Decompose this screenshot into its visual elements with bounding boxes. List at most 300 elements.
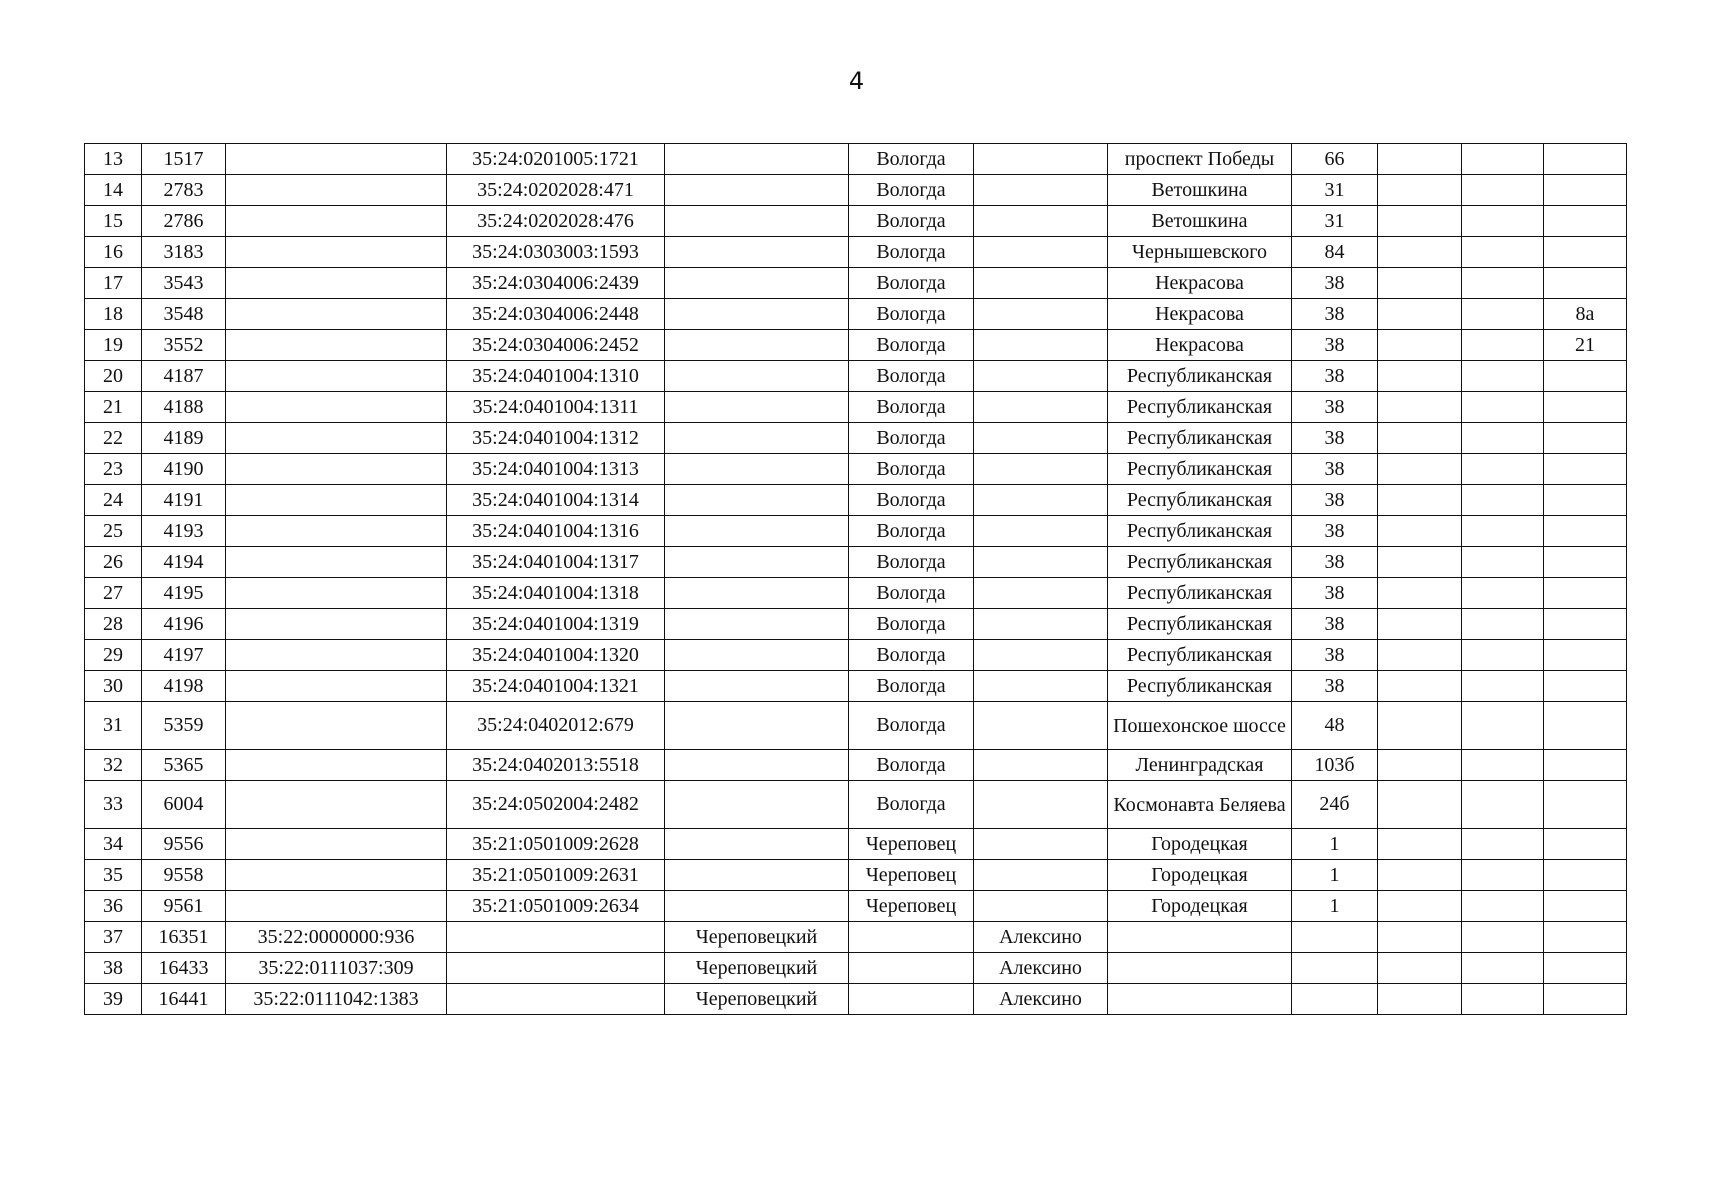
cell-apartment xyxy=(1544,454,1627,485)
cell-settlement xyxy=(974,860,1108,891)
cell-structure xyxy=(1462,750,1544,781)
cell-object-id: 16441 xyxy=(142,984,226,1015)
cell-structure xyxy=(1462,361,1544,392)
cell-apartment xyxy=(1544,361,1627,392)
cell-district xyxy=(665,640,849,671)
cell-district xyxy=(665,750,849,781)
cell-settlement: Алексино xyxy=(974,922,1108,953)
cell-building xyxy=(1378,953,1462,984)
cell-building xyxy=(1378,671,1462,702)
cell-cadastral-number-b: 35:24:0401004:1311 xyxy=(447,392,665,423)
cell-street: Республиканская xyxy=(1108,392,1292,423)
cell-apartment xyxy=(1544,702,1627,750)
cell-house-number: 38 xyxy=(1292,361,1378,392)
cell-cadastral-number-a xyxy=(226,454,447,485)
cell-cadastral-number-b: 35:21:0501009:2634 xyxy=(447,891,665,922)
cell-street: Республиканская xyxy=(1108,516,1292,547)
cell-apartment xyxy=(1544,268,1627,299)
cell-cadastral-number-a xyxy=(226,423,447,454)
cell-cadastral-number-a xyxy=(226,578,447,609)
cell-street: Республиканская xyxy=(1108,578,1292,609)
cell-building xyxy=(1378,547,1462,578)
cell-settlement xyxy=(974,781,1108,829)
cell-house-number: 103б xyxy=(1292,750,1378,781)
cell-city: Вологда xyxy=(849,299,974,330)
cell-street: Городецкая xyxy=(1108,829,1292,860)
cell-city: Вологда xyxy=(849,547,974,578)
cell-cadastral-number-a xyxy=(226,268,447,299)
table-row xyxy=(85,237,1627,268)
cell-row-number: 29 xyxy=(85,640,142,671)
cell-settlement xyxy=(974,609,1108,640)
cell-cadastral-number-b: 35:24:0201005:1721 xyxy=(447,144,665,175)
cell-city: Вологда xyxy=(849,609,974,640)
cell-row-number: 22 xyxy=(85,423,142,454)
cell-building xyxy=(1378,578,1462,609)
cell-house-number: 66 xyxy=(1292,144,1378,175)
cell-city: Вологда xyxy=(849,750,974,781)
cell-cadastral-number-b: 35:24:0401004:1317 xyxy=(447,547,665,578)
cell-city: Череповец xyxy=(849,860,974,891)
cell-apartment xyxy=(1544,206,1627,237)
cell-house-number: 31 xyxy=(1292,175,1378,206)
cell-house-number: 84 xyxy=(1292,237,1378,268)
cell-district xyxy=(665,609,849,640)
cell-city: Вологда xyxy=(849,330,974,361)
cell-city xyxy=(849,922,974,953)
cell-object-id: 3552 xyxy=(142,330,226,361)
cell-building xyxy=(1378,485,1462,516)
cell-cadastral-number-a xyxy=(226,829,447,860)
cell-structure xyxy=(1462,392,1544,423)
cell-city: Вологда xyxy=(849,268,974,299)
cell-cadastral-number-a xyxy=(226,361,447,392)
cell-district xyxy=(665,330,849,361)
cell-city: Вологда xyxy=(849,392,974,423)
cell-house-number: 38 xyxy=(1292,299,1378,330)
cell-row-number: 36 xyxy=(85,891,142,922)
cell-structure xyxy=(1462,206,1544,237)
cell-apartment xyxy=(1544,860,1627,891)
cell-apartment xyxy=(1544,547,1627,578)
cell-row-number: 38 xyxy=(85,953,142,984)
cell-district: Череповецкий xyxy=(665,984,849,1015)
cell-object-id: 4194 xyxy=(142,547,226,578)
cell-cadastral-number-a xyxy=(226,547,447,578)
cell-structure xyxy=(1462,237,1544,268)
cell-cadastral-number-b: 35:24:0401004:1316 xyxy=(447,516,665,547)
cell-apartment xyxy=(1544,392,1627,423)
table-row xyxy=(85,175,1627,206)
cell-street: Пошехонское шоссе xyxy=(1108,702,1292,750)
table-row xyxy=(85,922,1627,953)
table-row xyxy=(85,953,1627,984)
cell-apartment xyxy=(1544,671,1627,702)
cell-building xyxy=(1378,299,1462,330)
cell-district xyxy=(665,237,849,268)
cell-district xyxy=(665,891,849,922)
cell-apartment xyxy=(1544,953,1627,984)
cell-building xyxy=(1378,922,1462,953)
cell-cadastral-number-a: 35:22:0111042:1383 xyxy=(226,984,447,1015)
cell-object-id: 4188 xyxy=(142,392,226,423)
cell-settlement xyxy=(974,547,1108,578)
cell-structure xyxy=(1462,829,1544,860)
cell-settlement xyxy=(974,144,1108,175)
table-row xyxy=(85,392,1627,423)
cell-district xyxy=(665,268,849,299)
cell-settlement xyxy=(974,175,1108,206)
table-row xyxy=(85,423,1627,454)
cell-row-number: 20 xyxy=(85,361,142,392)
cell-row-number: 39 xyxy=(85,984,142,1015)
cell-street xyxy=(1108,984,1292,1015)
cell-city: Вологда xyxy=(849,516,974,547)
cell-street: Республиканская xyxy=(1108,485,1292,516)
cell-house-number: 38 xyxy=(1292,671,1378,702)
table-row xyxy=(85,702,1627,750)
cell-object-id: 4195 xyxy=(142,578,226,609)
table-row xyxy=(85,547,1627,578)
cell-structure xyxy=(1462,299,1544,330)
cell-cadastral-number-b: 35:24:0402013:5518 xyxy=(447,750,665,781)
cell-apartment xyxy=(1544,781,1627,829)
cell-object-id: 9558 xyxy=(142,860,226,891)
cell-house-number: 24б xyxy=(1292,781,1378,829)
cell-object-id: 5359 xyxy=(142,702,226,750)
cell-settlement xyxy=(974,299,1108,330)
cell-district xyxy=(665,547,849,578)
cell-building xyxy=(1378,640,1462,671)
cell-cadastral-number-b: 35:24:0304006:2439 xyxy=(447,268,665,299)
cell-street: Некрасова xyxy=(1108,268,1292,299)
cell-cadastral-number-a xyxy=(226,392,447,423)
cell-cadastral-number-a xyxy=(226,750,447,781)
cell-cadastral-number-b xyxy=(447,984,665,1015)
cell-cadastral-number-b: 35:24:0401004:1310 xyxy=(447,361,665,392)
cell-house-number: 38 xyxy=(1292,578,1378,609)
cell-street: Республиканская xyxy=(1108,640,1292,671)
table-row xyxy=(85,485,1627,516)
table-row xyxy=(85,640,1627,671)
cell-object-id: 4190 xyxy=(142,454,226,485)
table-row xyxy=(85,330,1627,361)
cell-city: Вологда xyxy=(849,206,974,237)
cell-house-number: 38 xyxy=(1292,454,1378,485)
cell-building xyxy=(1378,423,1462,454)
cell-apartment xyxy=(1544,750,1627,781)
cell-building xyxy=(1378,237,1462,268)
cell-cadastral-number-b: 35:24:0303003:1593 xyxy=(447,237,665,268)
cell-city: Вологда xyxy=(849,485,974,516)
cell-cadastral-number-a xyxy=(226,175,447,206)
cell-building xyxy=(1378,829,1462,860)
cell-structure xyxy=(1462,781,1544,829)
cell-cadastral-number-a xyxy=(226,299,447,330)
cell-apartment xyxy=(1544,609,1627,640)
cell-cadastral-number-b: 35:24:0304006:2452 xyxy=(447,330,665,361)
cell-structure xyxy=(1462,984,1544,1015)
cell-street: Чернышевского xyxy=(1108,237,1292,268)
cell-city: Вологда xyxy=(849,671,974,702)
cell-structure xyxy=(1462,547,1544,578)
cell-structure xyxy=(1462,922,1544,953)
cell-object-id: 4187 xyxy=(142,361,226,392)
cell-cadastral-number-b: 35:24:0401004:1319 xyxy=(447,609,665,640)
cell-district xyxy=(665,781,849,829)
cell-apartment xyxy=(1544,922,1627,953)
cell-street: Городецкая xyxy=(1108,891,1292,922)
cell-cadastral-number-a xyxy=(226,860,447,891)
cell-building xyxy=(1378,206,1462,237)
cell-cadastral-number-b: 35:24:0401004:1318 xyxy=(447,578,665,609)
cell-structure xyxy=(1462,578,1544,609)
cell-settlement xyxy=(974,237,1108,268)
cell-city: Вологда xyxy=(849,578,974,609)
table-row xyxy=(85,144,1627,175)
cell-settlement xyxy=(974,361,1108,392)
cell-cadastral-number-a xyxy=(226,485,447,516)
cell-row-number: 15 xyxy=(85,206,142,237)
cell-settlement xyxy=(974,891,1108,922)
cell-apartment xyxy=(1544,175,1627,206)
cell-house-number: 38 xyxy=(1292,485,1378,516)
cell-building xyxy=(1378,984,1462,1015)
cell-row-number: 21 xyxy=(85,392,142,423)
cell-settlement xyxy=(974,578,1108,609)
cell-cadastral-number-a xyxy=(226,144,447,175)
cell-settlement: Алексино xyxy=(974,953,1108,984)
cell-house-number: 38 xyxy=(1292,547,1378,578)
cell-settlement xyxy=(974,829,1108,860)
cell-row-number: 35 xyxy=(85,860,142,891)
cell-apartment xyxy=(1544,485,1627,516)
cell-district xyxy=(665,829,849,860)
cell-apartment xyxy=(1544,516,1627,547)
cell-cadastral-number-a xyxy=(226,516,447,547)
cell-object-id: 4196 xyxy=(142,609,226,640)
cell-street xyxy=(1108,922,1292,953)
table-row xyxy=(85,891,1627,922)
cell-object-id: 4191 xyxy=(142,485,226,516)
cell-building xyxy=(1378,609,1462,640)
cell-street: Республиканская xyxy=(1108,609,1292,640)
cell-apartment xyxy=(1544,423,1627,454)
cell-building xyxy=(1378,891,1462,922)
cell-street: Ветошкина xyxy=(1108,175,1292,206)
cell-city: Вологда xyxy=(849,781,974,829)
cell-building xyxy=(1378,330,1462,361)
cell-street xyxy=(1108,953,1292,984)
cell-city: Вологда xyxy=(849,361,974,392)
cell-cadastral-number-b: 35:24:0401004:1312 xyxy=(447,423,665,454)
cell-building xyxy=(1378,702,1462,750)
cell-cadastral-number-a xyxy=(226,640,447,671)
cell-district xyxy=(665,299,849,330)
cell-street: Республиканская xyxy=(1108,671,1292,702)
table-row xyxy=(85,860,1627,891)
cell-cadastral-number-b xyxy=(447,953,665,984)
cell-row-number: 19 xyxy=(85,330,142,361)
cell-district xyxy=(665,454,849,485)
cell-row-number: 24 xyxy=(85,485,142,516)
cell-object-id: 6004 xyxy=(142,781,226,829)
cell-cadastral-number-b: 35:24:0401004:1321 xyxy=(447,671,665,702)
cell-row-number: 37 xyxy=(85,922,142,953)
cell-settlement xyxy=(974,206,1108,237)
cell-building xyxy=(1378,175,1462,206)
cell-cadastral-number-b xyxy=(447,922,665,953)
cell-street: Некрасова xyxy=(1108,330,1292,361)
cell-cadastral-number-a xyxy=(226,891,447,922)
cell-house-number: 1 xyxy=(1292,829,1378,860)
table-row xyxy=(85,984,1627,1015)
cell-object-id: 3548 xyxy=(142,299,226,330)
cell-street: Некрасова xyxy=(1108,299,1292,330)
cell-apartment: 8а xyxy=(1544,299,1627,330)
cell-settlement xyxy=(974,392,1108,423)
cell-object-id: 16351 xyxy=(142,922,226,953)
cell-structure xyxy=(1462,640,1544,671)
cell-district xyxy=(665,175,849,206)
cell-settlement xyxy=(974,454,1108,485)
cell-house-number xyxy=(1292,984,1378,1015)
cell-row-number: 27 xyxy=(85,578,142,609)
table-row xyxy=(85,750,1627,781)
cell-street: Республиканская xyxy=(1108,547,1292,578)
cell-district: Череповецкий xyxy=(665,922,849,953)
cell-cadastral-number-b: 35:24:0202028:476 xyxy=(447,206,665,237)
cell-structure xyxy=(1462,516,1544,547)
cell-city: Вологда xyxy=(849,640,974,671)
cell-street: Городецкая xyxy=(1108,860,1292,891)
cell-cadastral-number-b: 35:21:0501009:2631 xyxy=(447,860,665,891)
cell-city: Вологда xyxy=(849,144,974,175)
cell-cadastral-number-b: 35:24:0401004:1313 xyxy=(447,454,665,485)
cell-row-number: 13 xyxy=(85,144,142,175)
cell-cadastral-number-b: 35:24:0304006:2448 xyxy=(447,299,665,330)
cell-building xyxy=(1378,454,1462,485)
page-number: 4 xyxy=(848,67,865,95)
cell-cadastral-number-a xyxy=(226,609,447,640)
cell-structure xyxy=(1462,175,1544,206)
cell-city: Череповец xyxy=(849,829,974,860)
cell-structure xyxy=(1462,268,1544,299)
cell-row-number: 31 xyxy=(85,702,142,750)
cell-house-number: 38 xyxy=(1292,609,1378,640)
cell-cadastral-number-a xyxy=(226,671,447,702)
cell-city: Вологда xyxy=(849,423,974,454)
cell-building xyxy=(1378,781,1462,829)
cell-city: Вологда xyxy=(849,237,974,268)
cell-apartment xyxy=(1544,237,1627,268)
table-row xyxy=(85,578,1627,609)
cell-object-id: 4198 xyxy=(142,671,226,702)
cell-house-number: 1 xyxy=(1292,860,1378,891)
cell-row-number: 18 xyxy=(85,299,142,330)
cell-settlement xyxy=(974,423,1108,454)
cell-structure xyxy=(1462,702,1544,750)
cell-cadastral-number-a xyxy=(226,237,447,268)
cell-settlement xyxy=(974,750,1108,781)
cell-apartment xyxy=(1544,891,1627,922)
cell-house-number: 38 xyxy=(1292,640,1378,671)
cell-object-id: 9556 xyxy=(142,829,226,860)
cell-settlement xyxy=(974,485,1108,516)
cell-structure xyxy=(1462,671,1544,702)
cell-apartment xyxy=(1544,829,1627,860)
cell-object-id: 4197 xyxy=(142,640,226,671)
cell-house-number: 31 xyxy=(1292,206,1378,237)
cell-apartment xyxy=(1544,144,1627,175)
cell-structure xyxy=(1462,485,1544,516)
cell-row-number: 33 xyxy=(85,781,142,829)
cell-row-number: 32 xyxy=(85,750,142,781)
table-row xyxy=(85,206,1627,237)
cell-settlement xyxy=(974,702,1108,750)
cell-street: Республиканская xyxy=(1108,423,1292,454)
cell-district xyxy=(665,702,849,750)
cell-structure xyxy=(1462,330,1544,361)
cell-object-id: 5365 xyxy=(142,750,226,781)
cell-cadastral-number-b: 35:24:0202028:471 xyxy=(447,175,665,206)
cell-street: Республиканская xyxy=(1108,454,1292,485)
cell-object-id: 9561 xyxy=(142,891,226,922)
cell-row-number: 26 xyxy=(85,547,142,578)
cell-city: Вологда xyxy=(849,175,974,206)
cell-structure xyxy=(1462,891,1544,922)
cell-row-number: 17 xyxy=(85,268,142,299)
cell-cadastral-number-b: 35:24:0402012:679 xyxy=(447,702,665,750)
cell-row-number: 34 xyxy=(85,829,142,860)
cell-object-id: 4189 xyxy=(142,423,226,454)
cell-building xyxy=(1378,361,1462,392)
cell-apartment xyxy=(1544,578,1627,609)
cell-district xyxy=(665,423,849,454)
table-row xyxy=(85,609,1627,640)
cell-building xyxy=(1378,268,1462,299)
cell-house-number: 38 xyxy=(1292,392,1378,423)
cell-house-number: 38 xyxy=(1292,330,1378,361)
cell-street: Республиканская xyxy=(1108,361,1292,392)
cell-house-number xyxy=(1292,953,1378,984)
cell-cadastral-number-a xyxy=(226,702,447,750)
cell-settlement xyxy=(974,268,1108,299)
cell-settlement xyxy=(974,671,1108,702)
cell-cadastral-number-a xyxy=(226,781,447,829)
cell-object-id: 2786 xyxy=(142,206,226,237)
cell-street: Ленинградская xyxy=(1108,750,1292,781)
registry-table xyxy=(84,143,1627,1015)
cell-city xyxy=(849,984,974,1015)
table-row xyxy=(85,829,1627,860)
cell-building xyxy=(1378,516,1462,547)
cell-row-number: 30 xyxy=(85,671,142,702)
table-row xyxy=(85,454,1627,485)
cell-house-number: 38 xyxy=(1292,268,1378,299)
table-row xyxy=(85,268,1627,299)
table-row xyxy=(85,361,1627,392)
cell-district: Череповецкий xyxy=(665,953,849,984)
cell-settlement: Алексино xyxy=(974,984,1108,1015)
cell-cadastral-number-b: 35:24:0401004:1320 xyxy=(447,640,665,671)
cell-object-id: 16433 xyxy=(142,953,226,984)
cell-district xyxy=(665,671,849,702)
cell-object-id: 3543 xyxy=(142,268,226,299)
cell-structure xyxy=(1462,609,1544,640)
cell-row-number: 14 xyxy=(85,175,142,206)
cell-row-number: 23 xyxy=(85,454,142,485)
